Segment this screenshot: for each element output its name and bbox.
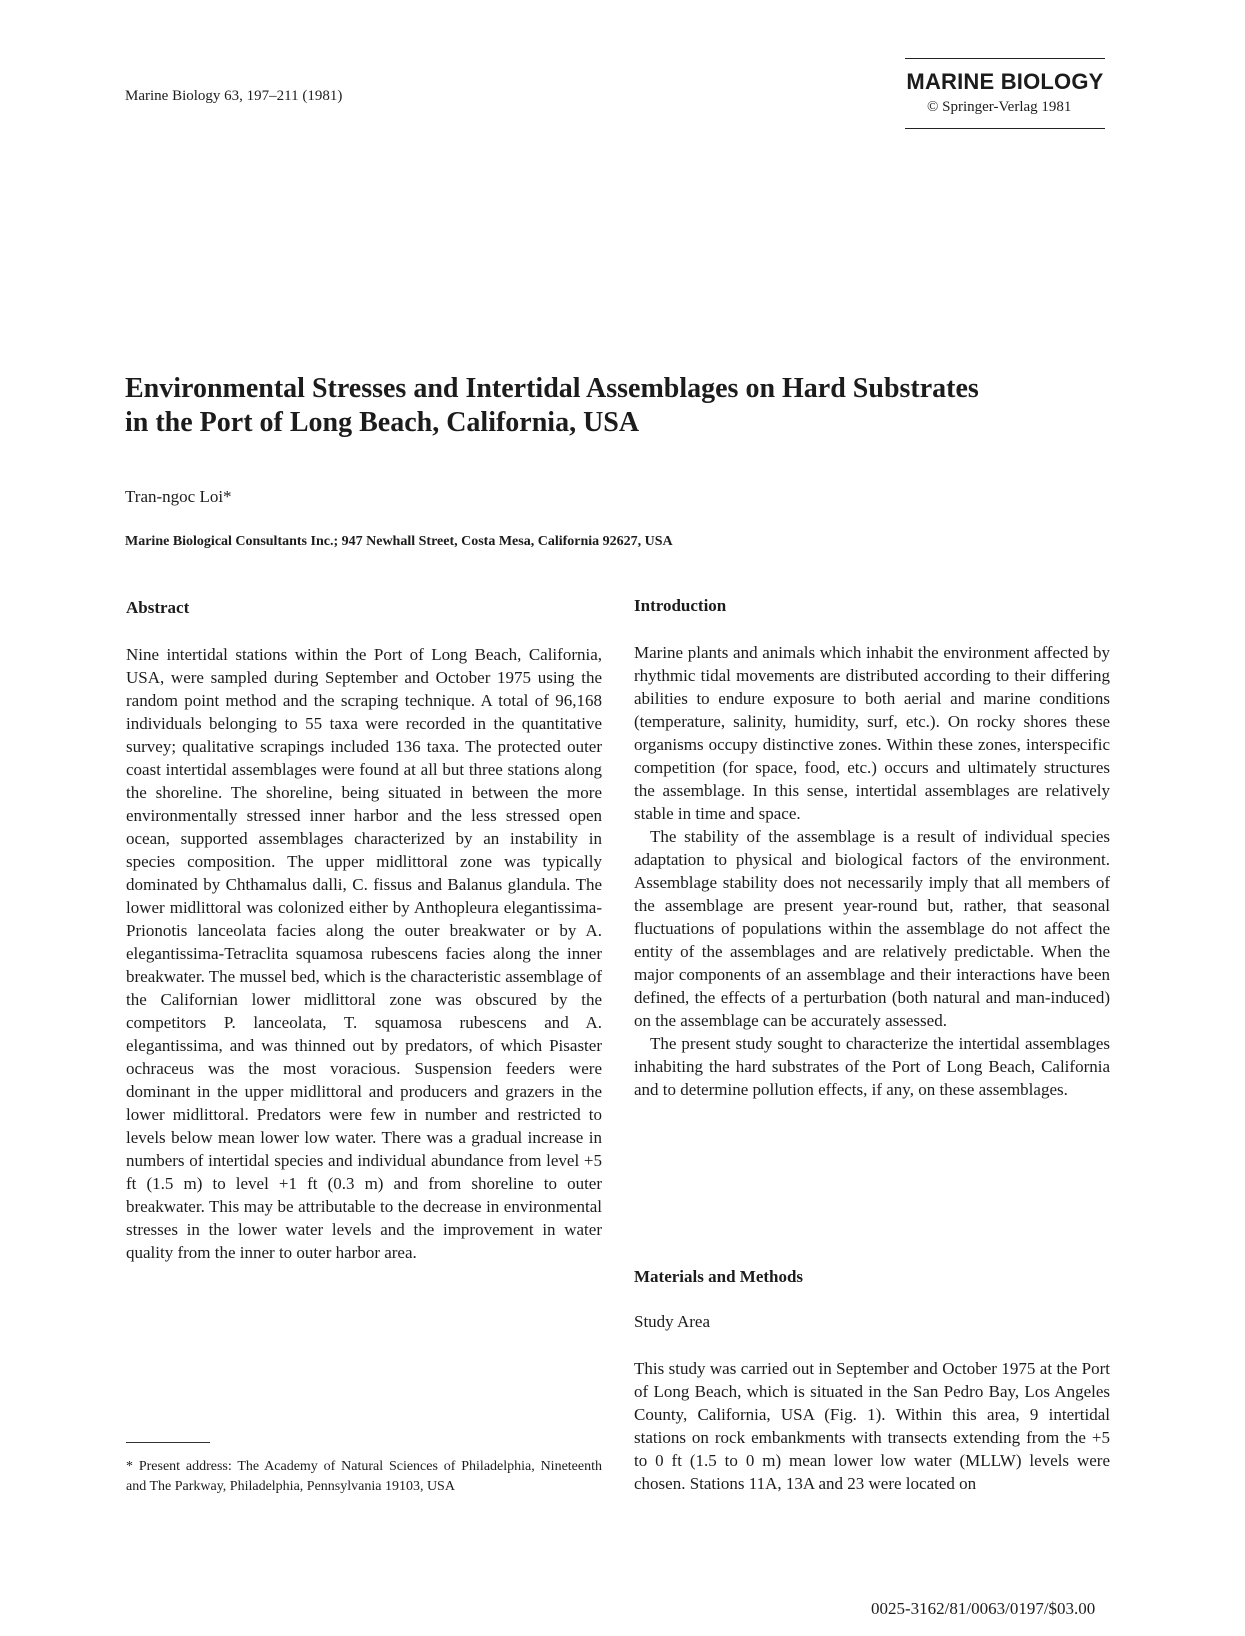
journal-brand-block bbox=[905, 58, 1105, 129]
abstract-paragraph: Nine intertidal stations within the Port of Long Beach, California, USA, were sampled during September and October 1975 using the random point method and the scraping technique. A total of 96,168 individuals belonging to 55 taxa were recorded in the quantitative survey; qualitative scrapings included 136 taxa. The protected outer coast intertidal assemblages were found at all but three stations along the shoreline. The shoreline, being situated in between the more environmentally stressed inner harbor and the less stressed open ocean, supported assemblages characterized by an instability in species composition. The upper midlittoral zone was typically dominated by Chthamalus dalli, C. fissus and Balanus glandula. The lower midlittoral was colonized either by Anthopleura elegantissima-Prionotis lanceolata facies along the outer breakwater or by A. elegantissima-Tetraclita squamosa rubescens facies along the inner breakwater. The mussel bed, which is the characteristic assemblage of the Californian lower midlittoral zone was obscured by the competitors P. lanceolata, T. squamosa rubescens and A. elegantissima, and was thinned out by predators, of which Pisaster ochraceus was the most voracious. Suspension feeders were dominant in the upper midlittoral and producers and grazers in the lower midlittoral. Predators were few in number and restricted to levels below mean lower low water. There was a gradual increase in numbers of intertidal species and individual abundance from level +5 ft (1.5 m) to level +1 ft (0.3 m) and from shoreline to outer breakwater. This may be attributable to the decrease in environmental stresses in the lower water levels and the improvement in water quality from the inner to outer harbor area. bbox=[126, 645, 602, 1262]
brand-top-rule bbox=[905, 58, 1105, 59]
copyright-notice: © Springer-Verlag 1981 bbox=[927, 99, 1072, 115]
author-affiliation: Marine Biological Consultants Inc.; 947 Newhall Street, Costa Mesa, California 92627, USA bbox=[125, 534, 673, 549]
introduction-paragraph-3: The present study sought to characterize the intertidal assemblages inhabiting the hard substrates of the Port of Long Beach, California and to determine pollution effects, if any, on these assemblages. bbox=[634, 1034, 1110, 1099]
introduction-body bbox=[634, 641, 1110, 1101]
journal-reference: Marine Biology 63, 197–211 (1981) bbox=[125, 88, 343, 104]
footnote: * Present address: The Academy of Natural Sciences of Philadelphia, Nineteenth and The Parkway, Philadelphia, Pennsylvania 19103, USA bbox=[126, 1459, 602, 1494]
introduction-heading: Introduction bbox=[634, 596, 727, 615]
study-area-body bbox=[634, 1357, 1110, 1495]
abstract-body bbox=[126, 643, 602, 1264]
introduction-paragraph-1: Marine plants and animals which inhabit the environment affected by rhythmic tidal movements are distributed according to their differing abilities to endure exposure to both aerial and marine conditions (temperature, salinity, humidity, surf, etc.). On rocky shores these organisms occupy distinctive zones. Within these zones, interspecific competition (for space, food, etc.) occurs and ultimately structures the assemblage. In this sense, intertidal assemblages are relatively stable in time and space. bbox=[634, 643, 1110, 823]
footnote-rule bbox=[126, 1442, 210, 1443]
introduction-paragraph-2: The stability of the assemblage is a result of individual species adaptation to physical and biological factors of the environment. Assemblage stability does not necessarily imply that all members of the assemblage are present year-round but, rather, that seasonal fluctuations of populations within the assemblage do not affect the entity of the assemblages and are relatively predictable. When the major components of an assemblage and their interactions have been defined, the effects of a perturbation (both natural and man-induced) on the assemblage can be accurately assessed. bbox=[634, 827, 1110, 1030]
title-line-2: in the Port of Long Beach, California, USA bbox=[125, 407, 640, 438]
study-area-paragraph: This study was carried out in September and October 1975 at the Port of Long Beach, which is situated in the San Pedro Bay, Los Angeles County, California, USA (Fig. 1). Within this area, 9 intertidal stations on rock embankments with transects extending from the +5 to 0 ft (1.5 to 0 m) mean lower low water (MLLW) levels were chosen. Stations 11A, 13A and 23 were located on bbox=[634, 1359, 1110, 1493]
brand-bottom-rule bbox=[905, 128, 1105, 129]
methods-heading: Materials and Methods bbox=[634, 1267, 804, 1286]
journal-brand: MARINE BIOLOGY bbox=[906, 69, 1104, 94]
abstract-heading: Abstract bbox=[126, 598, 190, 617]
author-name: Tran-ngoc Loi* bbox=[125, 487, 232, 506]
document-code: 0025-3162/81/0063/0197/$03.00 bbox=[871, 1599, 1096, 1618]
paper-title bbox=[125, 372, 1105, 440]
study-area-heading: Study Area bbox=[634, 1312, 711, 1331]
title-line-1: Environmental Stresses and Intertidal Assemblages on Hard Substrates bbox=[125, 373, 979, 404]
